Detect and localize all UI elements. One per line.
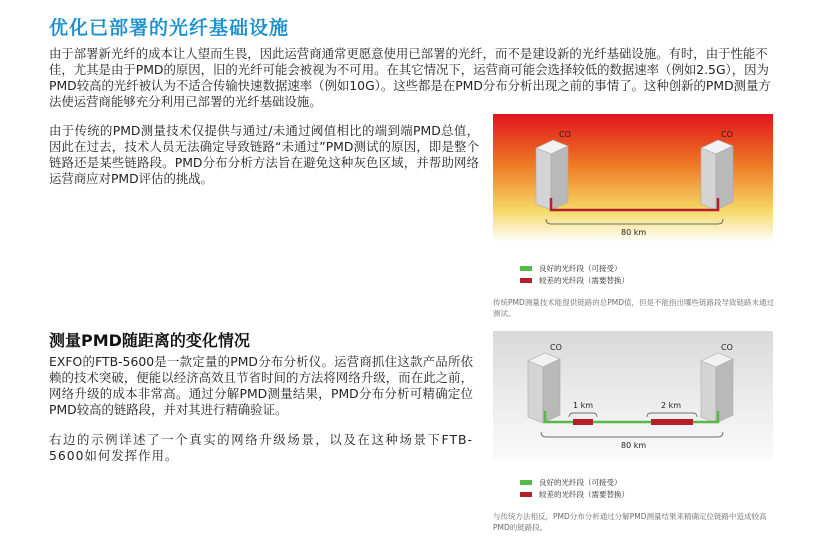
right-co-label: CO [721, 130, 733, 139]
distance-bracket [541, 432, 723, 437]
diagram1-caption: 传统PMD测量技术能提供链路的总PMD值，但是不能指出哪些链路段导致链路未通过测试。 [493, 298, 775, 318]
good-swatch-icon [520, 480, 532, 485]
bad-swatch-icon [520, 278, 532, 283]
ftb5600-paragraph: EXFO的FTB-5600是一款定量的PMD分布分析仪。运营商抓住这款产品所依赖的技术突破，便能以经济高效且节省时间的方法将网络升级，而在此之前，网络升级的成本非常高。通过分解PMD测量结果，PMD分布分析可精确定位PMD较高的链路段，并对其进行精确验证。 [49, 354, 473, 417]
bad-segment-2 [651, 419, 693, 425]
right-co-label: CO [721, 343, 733, 352]
bad-segment-1 [573, 419, 593, 425]
section-heading: 测量PMD随距离的变化情况 [49, 331, 250, 350]
distance-label: 80 km [621, 228, 647, 237]
pmd-method-paragraph: 由于传统的PMD测量技术仅提供与通过/未通过阈值相比的端到端PMD总值，因此在过去，技术人员无法确定导致链路“未通过”PMD测试的原因，即是整个链路还是某些链路段。PMD分布分析方法旨在避免这种灰色区域，并帮助网络运营商应对PMD评估的挑战。 [49, 123, 479, 186]
good-swatch-icon [520, 266, 532, 271]
page-title: 优化已部署的光纤基础设施 [49, 17, 290, 39]
fiber-link-bad [551, 198, 718, 210]
left-co-label: CO [550, 343, 562, 352]
legend-bad-label: 较差的光纤段（需要替换） [539, 275, 629, 285]
legend-good-label: 良好的光纤段（可接受） [539, 477, 622, 487]
left-co-label: CO [559, 130, 571, 139]
traditional-pmd-diagram [493, 114, 773, 242]
example-paragraph: 右边的示例详述了一个真实的网络升级场景，以及在这种场景下FTB-5600如何发挥作用。 [49, 432, 473, 463]
legend-good-row [520, 262, 629, 274]
legend-good-row [520, 476, 629, 488]
diagram2-caption: 与传统方法相反，PMD分布分析通过分解PMD测量结果来精确定位链路中造成较高PMD的链路段。 [493, 512, 767, 532]
segment2-bracket [647, 413, 697, 417]
segment1-label: 1 km [573, 401, 594, 410]
segment1-bracket [569, 413, 597, 417]
distance-label: 80 km [621, 441, 647, 450]
diagram1-legend [520, 262, 629, 286]
legend-bad-label: 较差的光纤段（需要替换） [539, 489, 629, 499]
legend-bad-row [520, 488, 629, 500]
legend-bad-row [520, 274, 629, 286]
bad-swatch-icon [520, 492, 532, 497]
diagram2-legend [520, 476, 629, 500]
distance-bracket [546, 219, 723, 224]
segment2-label: 2 km [661, 401, 682, 410]
pmd-distribution-diagram [493, 331, 773, 459]
intro-paragraph: 由于部署新光纤的成本让人望而生畏，因此运营商通常更愿意使用已部署的光纤，而不是建设新的光纤基础设施。有时，由于性能不佳，尤其是由于PMD的原因，旧的光纤可能会被视为不可用。在其它情况下，运营商可能会选择较低的数据速率（例如2.5G），因为PMD较高的光纤被认为不适合传输快速数据速率（例如10G）。这些都是在PMD分布分析出现之前的事情了。这种创新的PMD测量方法使运营商能够充分利用已部署的光纤基础设施。 [49, 46, 771, 109]
legend-good-label: 良好的光纤段（可接受） [539, 263, 622, 273]
